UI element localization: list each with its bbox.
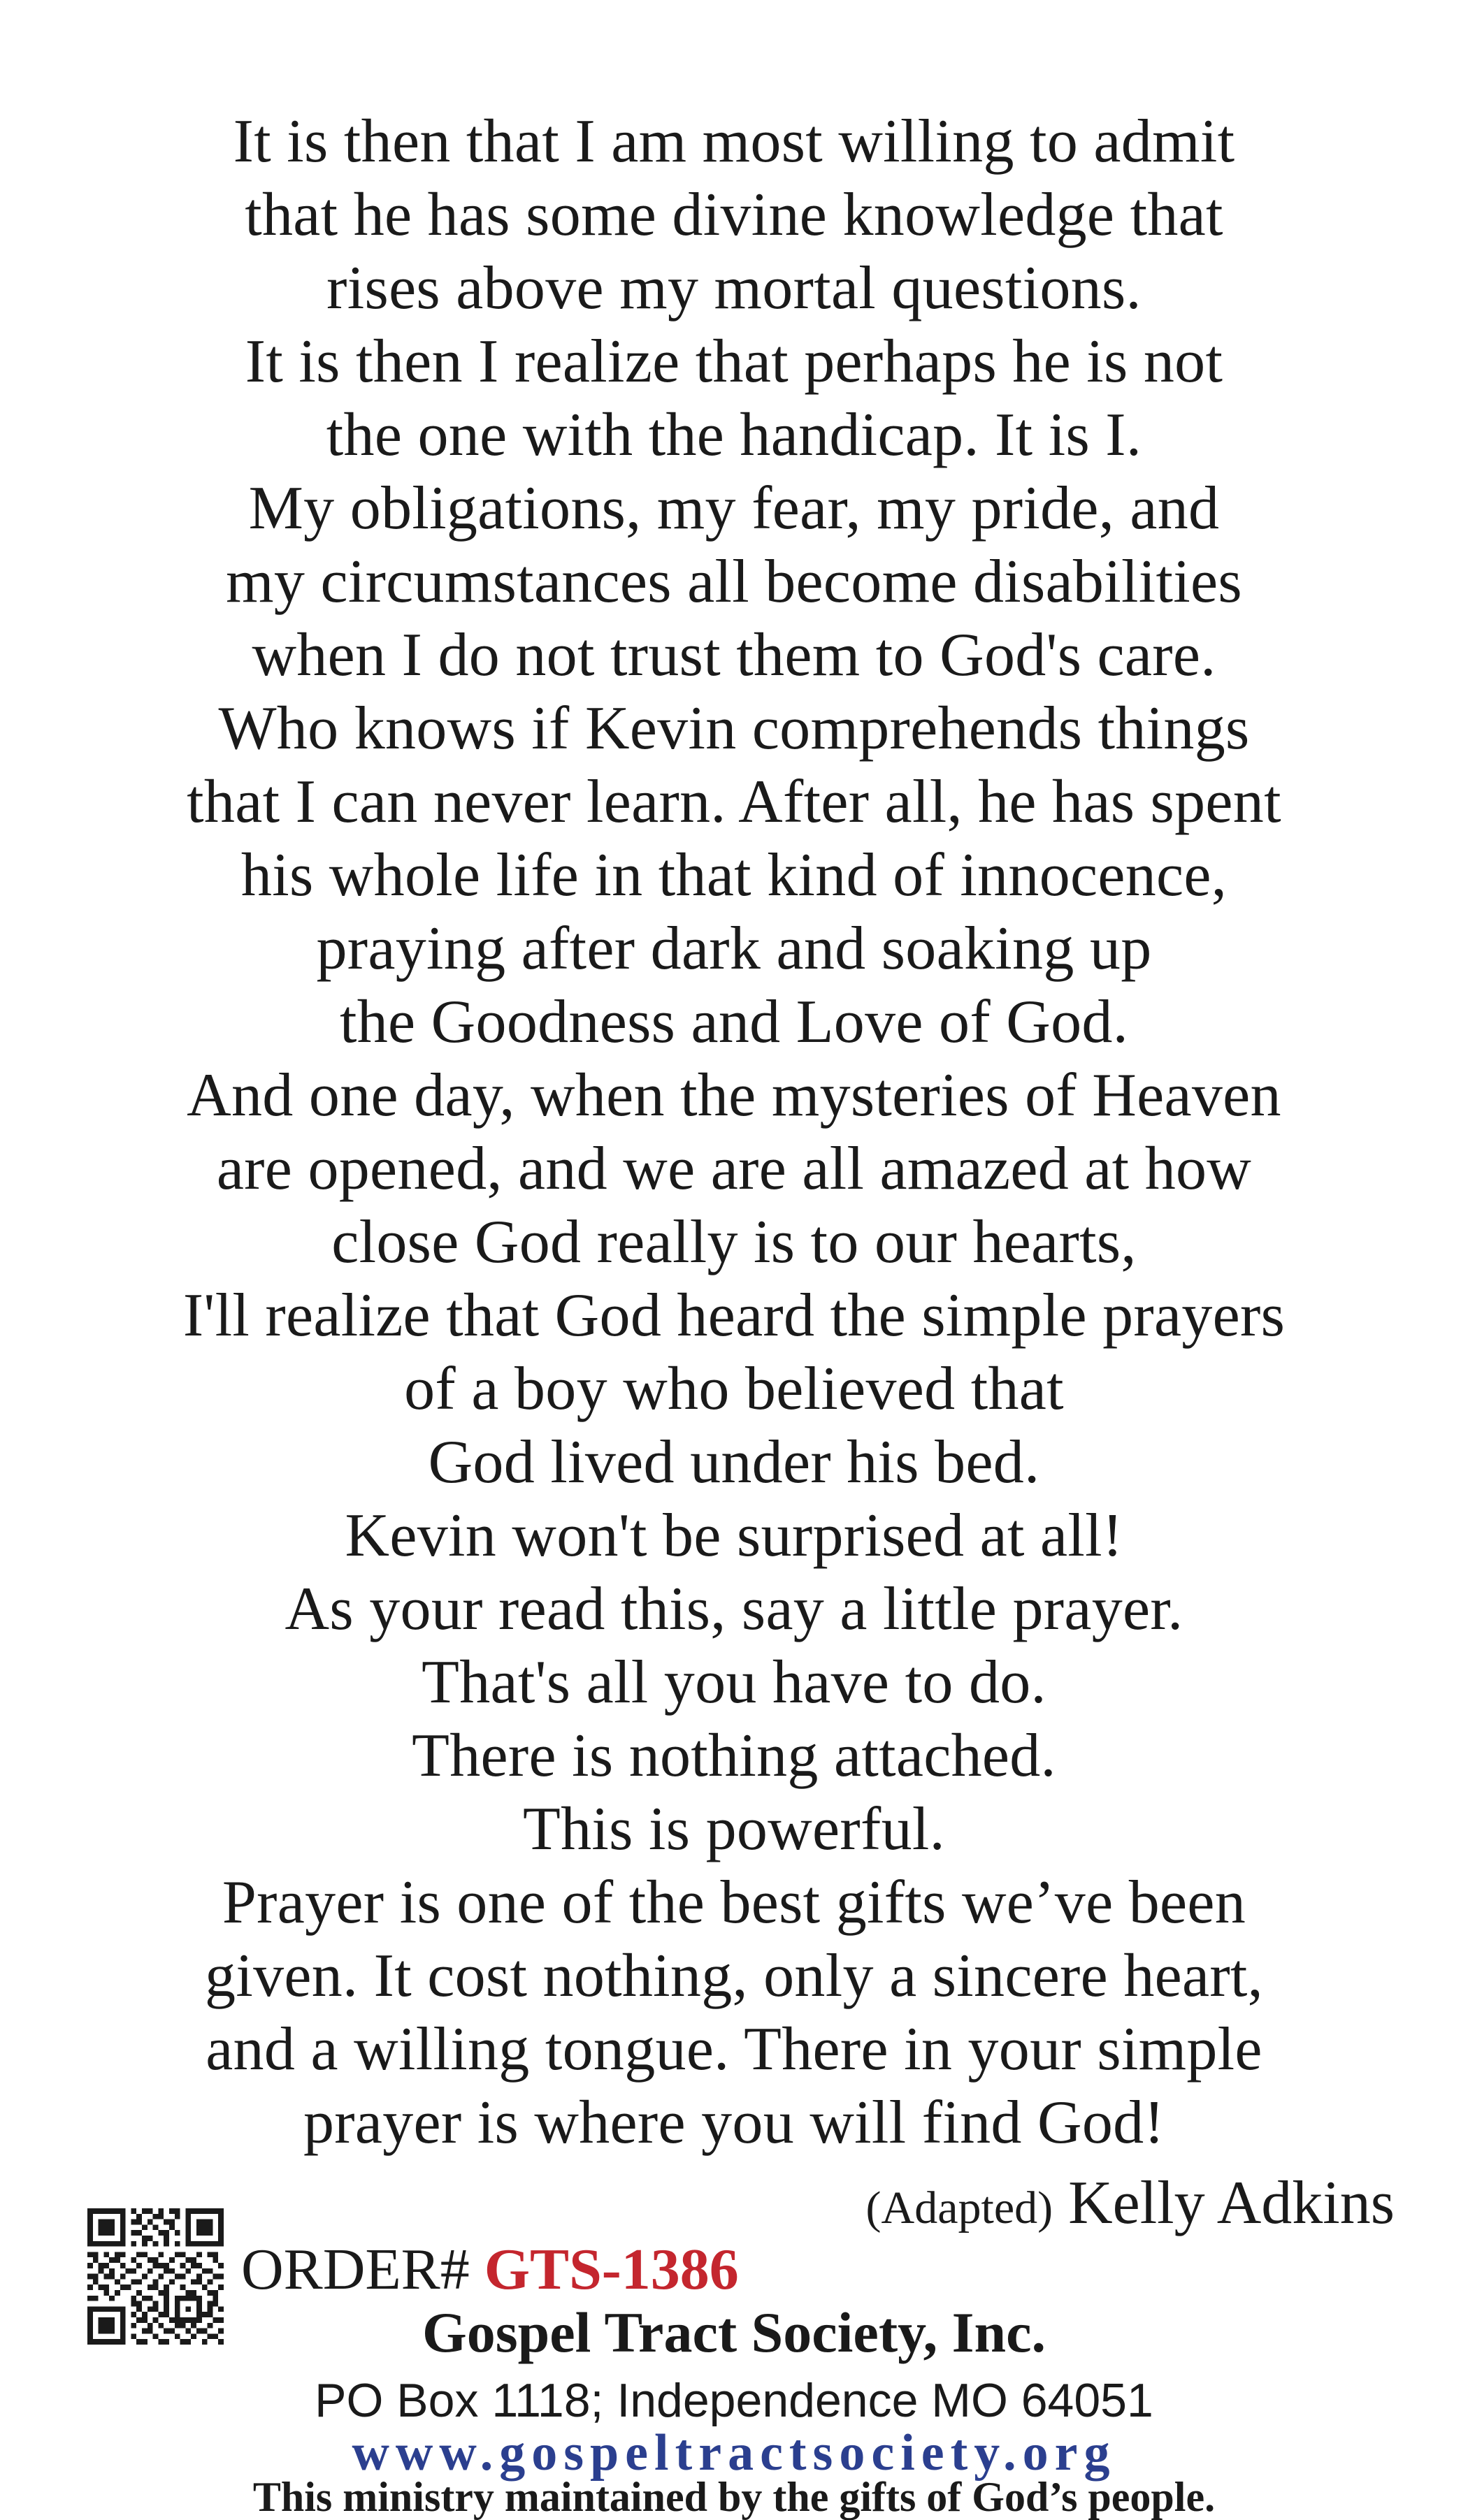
body-line: are opened, and we are all amazed at how <box>216 1135 1252 1203</box>
body-line: It is then that I am most willing to admit <box>233 108 1235 175</box>
tract-body-text <box>0 105 1468 2159</box>
body-line: that I can never learn. After all, he has spent <box>187 768 1281 836</box>
body-line: praying after dark and soaking up <box>316 915 1152 983</box>
mailing-address: PO Box 1118; Independence MO 64051 <box>315 2374 1153 2427</box>
order-label: ORDER# <box>241 2237 470 2302</box>
body-line: of a boy who believed that <box>404 1355 1064 1423</box>
body-line: My obligations, my fear, my pride, and <box>248 475 1220 542</box>
body-line: the Goodness and Love of God. <box>339 988 1129 1056</box>
body-line: And one day, when the mysteries of Heaven <box>187 1062 1281 1129</box>
body-line: given. It cost nothing, only a sincere heart, <box>205 1942 1263 2010</box>
attribution-author: Kelly Adkins <box>1068 2169 1395 2237</box>
body-line: This is powerful. <box>523 1795 945 1863</box>
attribution <box>866 2166 1395 2245</box>
body-line: when I do not trust them to God's care. <box>252 621 1216 689</box>
order-number <box>241 2236 739 2303</box>
body-line: rises above my mortal questions. <box>326 254 1142 322</box>
body-line: close God really is to our hearts, <box>331 1208 1137 1276</box>
body-line: God lived under his bed. <box>428 1428 1040 1496</box>
body-line: That's all you have to do. <box>422 1649 1046 1716</box>
website-link[interactable]: www.gospeltractsociety.org <box>352 2424 1116 2482</box>
body-line: There is nothing attached. <box>412 1722 1056 1790</box>
attribution-prefix: (Adapted) <box>865 2182 1053 2233</box>
body-line: It is then I realize that perhaps he is not <box>245 328 1223 396</box>
body-line: Prayer is one of the best gifts we’ve been <box>222 1869 1246 1936</box>
body-line: and a willing tongue. There in your simple <box>206 2015 1262 2083</box>
body-line: I'll realize that God heard the simple prayers <box>182 1282 1286 1349</box>
body-line: Kevin won't be surprised at all! <box>345 1502 1123 1570</box>
body-line: his whole life in that kind of innocence, <box>240 841 1228 909</box>
body-line: prayer is where you will find God! <box>303 2089 1165 2157</box>
ministry-note: This ministry maintained by the gifts of God’s people. <box>252 2474 1216 2520</box>
order-code: GTS-1386 <box>484 2237 739 2302</box>
organization-name: Gospel Tract Society, Inc. <box>422 2301 1046 2364</box>
body-line: As your read this, say a little prayer. <box>285 1575 1183 1643</box>
body-line: Who knows if Kevin comprehends things <box>218 695 1250 762</box>
body-line: my circumstances all become disabilities <box>226 548 1242 616</box>
body-line: that he has some divine knowledge that <box>245 181 1223 249</box>
body-line: the one with the handicap. It is I. <box>326 401 1142 469</box>
